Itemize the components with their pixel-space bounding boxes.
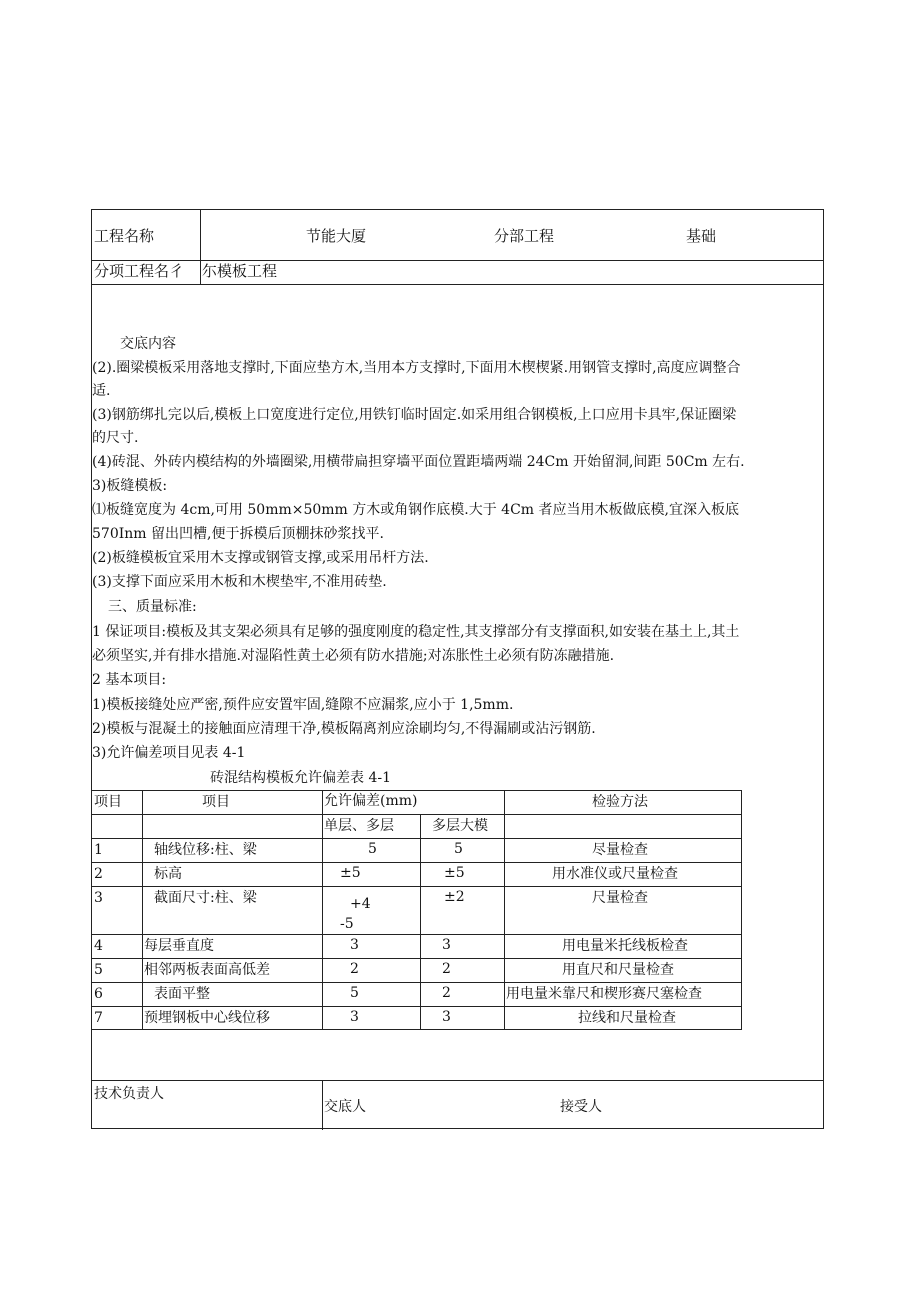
table-row-divider — [92, 982, 742, 983]
cell-single: 5 — [350, 985, 359, 1001]
cell-item: 相邻两板表面高低差 — [144, 962, 270, 978]
division-label: 分部工程 — [494, 227, 555, 245]
cell-single: 3 — [350, 937, 359, 953]
content-line: (3)支撑下面应采用木板和木楔垫牢,不准用砖垫. — [92, 574, 387, 590]
cell-no: 7 — [94, 1010, 103, 1026]
cell-item: 截面尺寸:柱、梁 — [154, 890, 257, 906]
th-single: 单层、多层 — [324, 818, 394, 834]
cell-method: 尺量检查 — [592, 890, 648, 906]
content-line: 2 基本项目: — [92, 672, 167, 688]
content-line: 2)模板与混凝土的接触面应清理干净,模板隔离剂应涂刷均匀,不得漏刷或沾污钢筋. — [92, 721, 596, 737]
content-line: 570Inm 留出凹槽,便于拆模后顶棚抹砂浆找平. — [92, 526, 384, 542]
cell-no: 6 — [94, 986, 103, 1002]
table-col-divider — [322, 790, 323, 1030]
th-tolerance: 允许偏差(mm) — [324, 793, 418, 809]
content-line: 3)允许偏差项目见表 4-1 — [92, 745, 246, 761]
cell-no: 2 — [94, 866, 103, 882]
cell-multi: ±2 — [444, 889, 465, 905]
cell-method: 用水准仪或尺量检查 — [552, 866, 678, 882]
tech-lead-label: 技术负责人 — [94, 1086, 164, 1102]
table-row-divider — [92, 838, 742, 839]
content-line: 三、质量标准: — [108, 599, 197, 615]
col-divider — [200, 210, 201, 284]
table-row-divider — [92, 1006, 742, 1007]
cell-multi: 2 — [442, 985, 451, 1001]
cell-multi: 5 — [454, 841, 463, 857]
content-line: (2)板缝模板宜采用木支撑或钢管支撑,或采用吊杆方法. — [92, 550, 429, 566]
cell-item: 预埋钢板中心线位移 — [144, 1010, 270, 1026]
cell-no: 4 — [94, 938, 103, 954]
table-col-divider — [420, 814, 421, 1030]
cell-method: 用直尺和尺量检查 — [562, 962, 674, 978]
content-line: (2).圈梁模板采用落地支撑时,下面应垫方木,当用本方支撑时,下面用木楔楔紧.用钢管支撑时,高度应调整合 — [92, 360, 741, 376]
content-line: 必须坚实,并有排水措施.对湿陷性黄土必须有防水措施;对冻胀性土必须有防冻融措施. — [92, 648, 615, 664]
footer-col-divider — [322, 1080, 323, 1130]
cell-single: 5 — [368, 841, 377, 857]
footer-divider — [92, 1080, 823, 1081]
cell-method: 拉线和尺量检查 — [578, 1010, 676, 1026]
cell-method: 用电量米托线板检查 — [562, 938, 688, 954]
subitem-value: 尓模板工程 — [202, 262, 278, 280]
project-name-label: 工程名称 — [94, 227, 155, 245]
division-value: 基础 — [686, 227, 717, 245]
content-line: (3)钢筋绑扎完以后,模板上口宽度进行定位,用铁钉临时固定.如采用组合钢模板,上口应用卡具牢,保证圈梁 — [92, 407, 737, 423]
content-line: (4)砖混、外砖内模结构的外墙圈梁,用横带扁担穿墙平面位置距墙两端 24Cm 开始留洞,间距 50Cm 左右. — [92, 454, 745, 470]
table-caption: 砖混结构模板允许偏差表 4-1 — [210, 770, 391, 786]
cell-method: 尽量检查 — [592, 842, 648, 858]
row-divider — [92, 284, 823, 285]
subitem-label: 分项工程名彳 — [94, 262, 185, 280]
table-row-divider — [92, 886, 742, 887]
section-title: 交底内容 — [120, 336, 176, 352]
cell-method: 用电量米靠尺和楔形赛尺塞检查 — [506, 986, 702, 1002]
deviation-table — [92, 790, 742, 1030]
cell-item: 表面平整 — [154, 986, 210, 1002]
cell-multi: ±5 — [444, 865, 465, 881]
cell-no: 5 — [94, 962, 103, 978]
th-multi: 多层大模 — [432, 818, 488, 834]
cell-item: 每层垂直度 — [144, 938, 214, 954]
cell-multi: 2 — [442, 961, 451, 977]
table-row-divider — [92, 934, 742, 935]
cell-multi: 3 — [442, 937, 451, 953]
cell-single-2: -5 — [340, 916, 354, 932]
disclosure-form — [91, 209, 824, 1129]
cell-single: ±5 — [340, 865, 361, 881]
th-no: 项目 — [94, 794, 122, 810]
cell-multi: 3 — [442, 1009, 451, 1025]
content-line: 的尺寸. — [92, 430, 139, 446]
table-row-divider — [92, 862, 742, 863]
cell-single: 3 — [350, 1009, 359, 1025]
cell-item: 轴线位移:柱、梁 — [154, 842, 257, 858]
cell-no: 1 — [94, 842, 103, 858]
content-line: 1)模板接缝处应严密,预件应安置牢固,缝隙不应漏浆,应小于 1,5mm. — [92, 697, 514, 713]
cell-item: 标高 — [154, 866, 182, 882]
presenter-label: 交底人 — [324, 1099, 366, 1115]
table-col-divider — [504, 790, 505, 1030]
content-line: 1 保证项目:模板及其支架必须具有足够的强度刚度的稳定性,其支撑部分有支撑面积,如安装在基土上,其土 — [92, 624, 740, 640]
receiver-label: 接受人 — [560, 1099, 602, 1115]
cell-single: +4 — [350, 896, 371, 912]
content-line: ⑴板缝宽度为 4cm,可用 50mm×50mm 方木或角钢作底模.大于 4Cm 者应当用木板做底模,宜深入板底 — [92, 502, 739, 518]
cell-single: 2 — [350, 961, 359, 977]
table-row-divider — [92, 958, 742, 959]
table-col-divider — [142, 790, 143, 1030]
content-line: 适. — [92, 383, 111, 399]
project-name-value: 节能大厦 — [306, 227, 367, 245]
cell-no: 3 — [94, 890, 103, 906]
content-line: 3)板缝模板: — [92, 478, 168, 494]
th-item: 项目 — [202, 794, 230, 810]
th-method: 检验方法 — [592, 794, 648, 810]
table-row-divider — [92, 814, 742, 815]
